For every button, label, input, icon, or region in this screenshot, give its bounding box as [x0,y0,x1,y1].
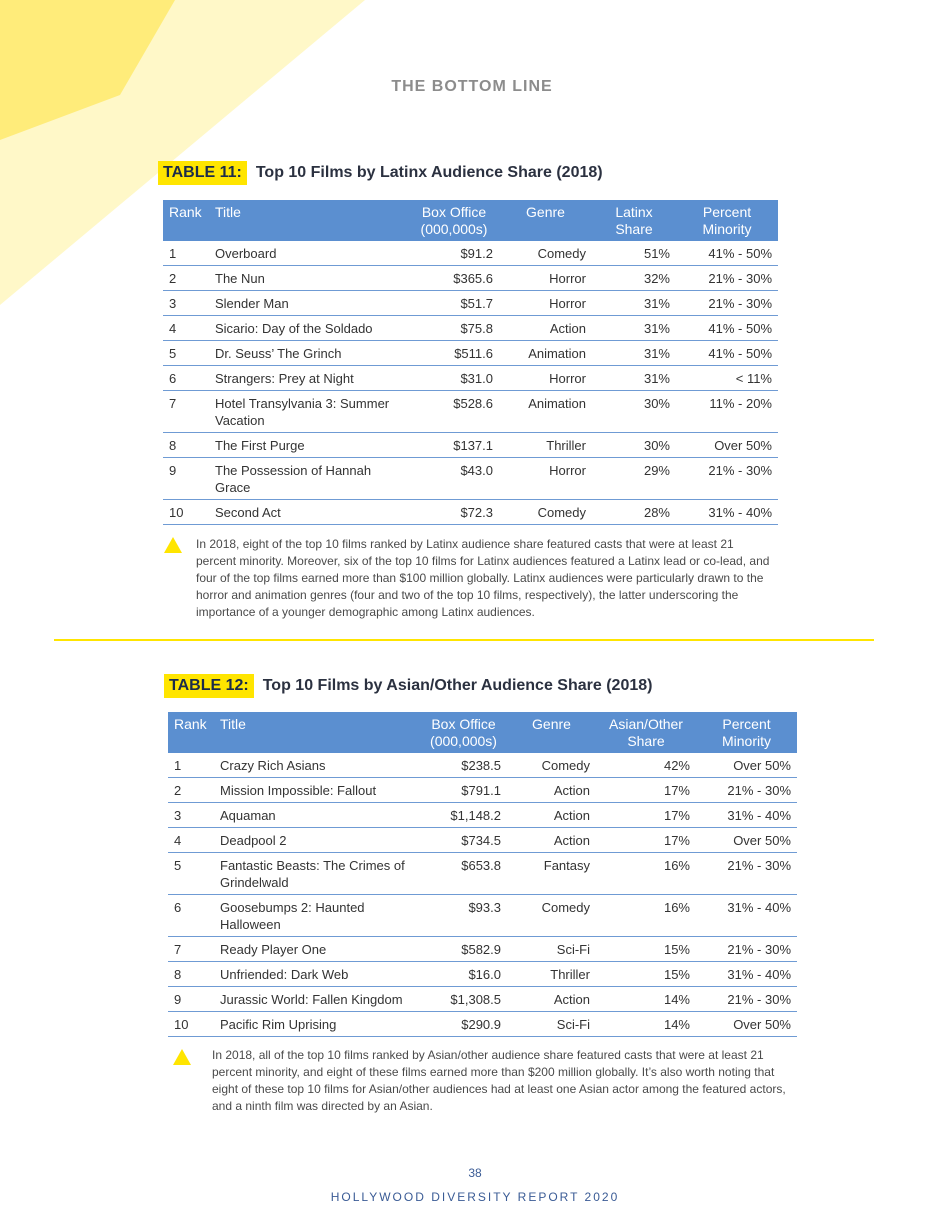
minority-cell: Over 50% [696,1012,797,1037]
box-office-cell: $43.0 [409,458,499,500]
minority-cell: Over 50% [676,433,778,458]
table12-header-row [168,712,797,753]
box-office-cell: $791.1 [420,778,507,803]
minority-cell: 21% - 30% [696,778,797,803]
table12-note: In 2018, all of the top 10 films ranked by Asian/other audience share featured casts that were at least 21 percent minority, and eight of these films earned more than $200 million globally. It’s also worth noting that eight of these top 10 films for Asian/other audiences had at least one Asian actor among the featured actors, and a ninth film was directed by an Asian. [212,1048,786,1113]
box-office-cell: $51.7 [409,291,499,316]
table12-col-rank: Rank [168,712,214,753]
table11-header-row [163,200,778,241]
share-cell: 15% [596,962,696,987]
genre-cell: Horror [499,366,592,391]
title-cell: Pacific Rim Uprising [214,1012,420,1037]
title-cell: Deadpool 2 [214,828,420,853]
minority-cell: Over 50% [696,753,797,778]
table-row [168,987,797,1012]
table11-col-rank: Rank [163,200,209,241]
minority-cell: 21% - 30% [696,937,797,962]
table-row [168,853,797,895]
box-office-cell: $72.3 [409,500,499,525]
table-row [163,266,778,291]
rank-cell: 7 [168,937,214,962]
footer-title: HOLLYWOOD DIVERSITY REPORT 2020 [330,1190,620,1204]
title-cell: Crazy Rich Asians [214,753,420,778]
genre-cell: Action [507,828,596,853]
rank-cell: 8 [163,433,209,458]
table-row [168,1012,797,1037]
share-cell: 51% [592,241,676,266]
minority-cell: 41% - 50% [676,316,778,341]
title-cell: Sicario: Day of the Soldado [209,316,409,341]
box-office-cell: $137.1 [409,433,499,458]
share-cell: 17% [596,803,696,828]
box-office-cell: $1,308.5 [420,987,507,1012]
genre-cell: Comedy [499,500,592,525]
table12-title: Top 10 Films by Asian/Other Audience Share (2018) [262,677,653,694]
page-number: 38 [468,1166,482,1180]
table-row [168,895,797,937]
warning-triangle-icon [173,1049,191,1065]
table-row [163,500,778,525]
genre-cell: Action [507,778,596,803]
share-cell: 31% [592,366,676,391]
table12-heading [164,674,652,698]
genre-cell: Horror [499,458,592,500]
box-office-cell: $365.6 [409,266,499,291]
genre-cell: Thriller [507,962,596,987]
share-cell: 30% [592,433,676,458]
title-cell: Second Act [209,500,409,525]
share-cell: 29% [592,458,676,500]
title-cell: The First Purge [209,433,409,458]
title-cell: Strangers: Prey at Night [209,366,409,391]
box-office-cell: $582.9 [420,937,507,962]
rank-cell: 9 [168,987,214,1012]
genre-cell: Comedy [499,241,592,266]
minority-cell: < 11% [676,366,778,391]
title-cell: Mission Impossible: Fallout [214,778,420,803]
rank-cell: 3 [168,803,214,828]
title-cell: The Nun [209,266,409,291]
table11-note: In 2018, eight of the top 10 films ranked by Latinx audience share featured casts that were at least 21 percent minority. Moreover, six of the top 10 films for Latinx audiences featured a Latinx lead or co-lead, and four of the top films earned more than $100 million globally. Latinx audiences were particularly drawn to the horror and animation genres (four and two of the top 10 films, respectively), the latter underscoring the importance of a younger demographic among Latinx audiences. [196,537,770,619]
genre-cell: Sci-Fi [507,937,596,962]
box-office-cell: $31.0 [409,366,499,391]
table12 [168,712,797,1037]
rank-cell: 6 [168,895,214,937]
title-cell: The Possession of Hannah Grace [209,458,409,500]
minority-cell: Over 50% [696,828,797,853]
share-cell: 14% [596,987,696,1012]
table-row [163,366,778,391]
table-row [163,291,778,316]
table-row [163,341,778,366]
rank-cell: 3 [163,291,209,316]
rank-cell: 4 [163,316,209,341]
title-cell: Ready Player One [214,937,420,962]
genre-cell: Comedy [507,753,596,778]
box-office-cell: $1,148.2 [420,803,507,828]
rank-cell: 7 [163,391,209,433]
minority-cell: 11% - 20% [676,391,778,433]
genre-cell: Action [499,316,592,341]
share-cell: 28% [592,500,676,525]
title-cell: Slender Man [209,291,409,316]
title-cell: Aquaman [214,803,420,828]
rank-cell: 2 [168,778,214,803]
rank-cell: 5 [168,853,214,895]
table-row [168,803,797,828]
title-cell: Goosebumps 2: Haunted Halloween [214,895,420,937]
title-cell: Unfriended: Dark Web [214,962,420,987]
genre-cell: Horror [499,266,592,291]
table12-tag: TABLE 12: [164,674,254,698]
box-office-cell: $16.0 [420,962,507,987]
minority-cell: 21% - 30% [676,291,778,316]
box-office-cell: $290.9 [420,1012,507,1037]
box-office-cell: $91.2 [409,241,499,266]
table11 [163,200,778,525]
share-cell: 32% [592,266,676,291]
table-row [168,753,797,778]
table11-col-share: Latinx Share [592,200,676,241]
minority-cell: 31% - 40% [676,500,778,525]
rank-cell: 9 [163,458,209,500]
share-cell: 14% [596,1012,696,1037]
box-office-cell: $93.3 [420,895,507,937]
genre-cell: Comedy [507,895,596,937]
table-row [168,778,797,803]
share-cell: 16% [596,853,696,895]
box-office-cell: $734.5 [420,828,507,853]
minority-cell: 31% - 40% [696,895,797,937]
table-row [163,241,778,266]
genre-cell: Horror [499,291,592,316]
share-cell: 31% [592,341,676,366]
title-cell: Dr. Seuss’ The Grinch [209,341,409,366]
share-cell: 17% [596,828,696,853]
table-row [168,937,797,962]
table11-col-title: Title [209,200,409,241]
section-header: THE BOTTOM LINE [391,78,553,95]
genre-cell: Animation [499,341,592,366]
box-office-cell: $528.6 [409,391,499,433]
title-cell: Overboard [209,241,409,266]
table-row [163,391,778,433]
minority-cell: 31% - 40% [696,962,797,987]
share-cell: 42% [596,753,696,778]
box-office-cell: $75.8 [409,316,499,341]
table12-col-box-office: Box Office (000,000s) [420,712,507,753]
genre-cell: Thriller [499,433,592,458]
share-cell: 31% [592,316,676,341]
title-cell: Hotel Transylvania 3: Summer Vacation [209,391,409,433]
rank-cell: 1 [163,241,209,266]
rank-cell: 6 [163,366,209,391]
table12-col-share: Asian/Other Share [596,712,696,753]
rank-cell: 4 [168,828,214,853]
table-row [163,316,778,341]
rank-cell: 10 [163,500,209,525]
minority-cell: 21% - 30% [676,266,778,291]
genre-cell: Fantasy [507,853,596,895]
share-cell: 30% [592,391,676,433]
table-row [163,433,778,458]
box-office-cell: $653.8 [420,853,507,895]
box-office-cell: $511.6 [409,341,499,366]
warning-triangle-icon [164,537,182,553]
table11-title: Top 10 Films by Latinx Audience Share (2018) [255,164,603,181]
minority-cell: 21% - 30% [696,853,797,895]
rank-cell: 10 [168,1012,214,1037]
share-cell: 17% [596,778,696,803]
minority-cell: 31% - 40% [696,803,797,828]
minority-cell: 41% - 50% [676,241,778,266]
table11-heading [158,161,603,185]
share-cell: 15% [596,937,696,962]
genre-cell: Action [507,803,596,828]
genre-cell: Sci-Fi [507,1012,596,1037]
table-row [168,828,797,853]
rank-cell: 2 [163,266,209,291]
title-cell: Fantastic Beasts: The Crimes of Grindelwald [214,853,420,895]
minority-cell: 21% - 30% [676,458,778,500]
table11-col-genre: Genre [499,200,592,241]
table12-col-genre: Genre [507,712,596,753]
genre-cell: Animation [499,391,592,433]
table11-col-box-office: Box Office (000,000s) [409,200,499,241]
rank-cell: 1 [168,753,214,778]
rank-cell: 8 [168,962,214,987]
table12-col-minority: Percent Minority [696,712,797,753]
title-cell: Jurassic World: Fallen Kingdom [214,987,420,1012]
section-divider [54,639,874,641]
minority-cell: 21% - 30% [696,987,797,1012]
table11-col-minority: Percent Minority [676,200,778,241]
table11-tag: TABLE 11: [158,161,247,185]
rank-cell: 5 [163,341,209,366]
share-cell: 16% [596,895,696,937]
share-cell: 31% [592,291,676,316]
table12-col-title: Title [214,712,420,753]
minority-cell: 41% - 50% [676,341,778,366]
table-row [163,458,778,500]
box-office-cell: $238.5 [420,753,507,778]
genre-cell: Action [507,987,596,1012]
table-row [168,962,797,987]
